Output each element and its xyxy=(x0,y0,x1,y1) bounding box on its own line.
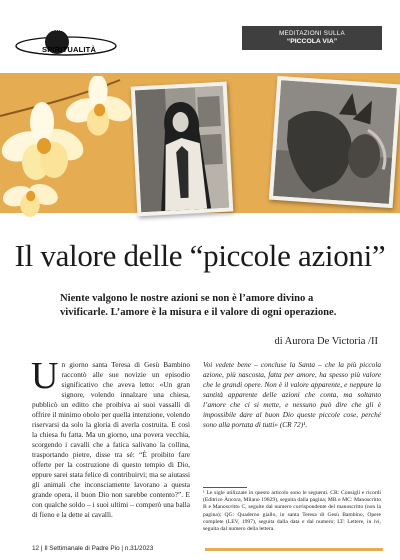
footnote-divider xyxy=(203,487,247,488)
body-text-right: Voi vedete bene – concluse la Santa – che la più piccola azione, più nascosta, fatta per amore, ha spesso più valore che le grandi opere. Non è il valore apparente, e neppure la santità apparente delle azioni che conta, ma soltanto l’amore che ci si mette, e nessuno può dire che gli è impossibile dare al buon Dio queste piccole cose, perché sono alla portata di tutti» (CR 72)¹. xyxy=(203,360,381,429)
footer-accent-bar xyxy=(205,548,383,551)
logo-word: PIANETA xyxy=(46,27,76,33)
body-text-left: n giorno santa Teresa di Gesù Bambino raccontò alle sue novizie un episodio significativo che aveva letto: «Un gran signore, volendo innalzare una chiesa, pubblicò un editto che proibiva ai suoi vassalli di offrire il minimo obolo per quella intenzione, volendo riservarsi da solo la gloria di averla costruita. E così la chiesa fu fatta. Ma un giorno, una povera vecchia, scorgendo i cavalli che a fatica salivano la collina, trasportando pietre, disse tra sé: “È proibito fare offerte per la costruzione di questo tempio di Dio, eppure sarei stata felice di contribuirvi; ma se aiutassi gli animali che inconsciamente lavorano a questa grande opera, il buon Dio non sarebbe contento?”. E con qualche soldo – i suoi ultimi – comperò una balla di fieno e la dette ai cavalli. xyxy=(32,360,190,519)
article-title: Il valore delle “piccole azioni” xyxy=(14,238,386,273)
article-lead: Niente valgono le nostre azioni se non è l’amore divino a vivificarle. L’amore è la misura e il valore di ogni operazione. xyxy=(60,293,337,318)
article-author: di Aurora De Victoria /II xyxy=(274,336,378,347)
photo-donkey xyxy=(269,76,400,208)
section-line-1: MEDITAZIONI SULLA xyxy=(279,30,345,37)
body-column-left xyxy=(31,355,190,520)
orchid-flowers-image xyxy=(0,76,150,221)
drop-cap: U xyxy=(31,355,59,397)
footer-text: 12 | Il Settimanale di Padre Pio | n.31/2023 xyxy=(32,545,154,552)
body-column-right xyxy=(203,360,381,430)
section-box xyxy=(242,26,382,50)
footnote: ¹ Le sigle utilizzate in questo articolo sono le seguenti. CR: Consigli e ricordi (Editrice Àncora, Milano 19829), seguita dalla pagina; MB e MC: Manoscritto B e Manoscritto C, seguite dal numero corrispondente del manoscritto (non la pagina); QG: Quaderno giallo, in santa Teresa di Gesù Bambino, Opere complete (LEV, 1997), seguita dalla data e dal numero; LT: Lettere, in ivi, seguita dal numero della lettera. xyxy=(203,490,381,533)
column-name: SPIRITUALITÀ xyxy=(42,45,97,54)
section-line-2: “PICCOLA VIA” xyxy=(286,38,338,45)
